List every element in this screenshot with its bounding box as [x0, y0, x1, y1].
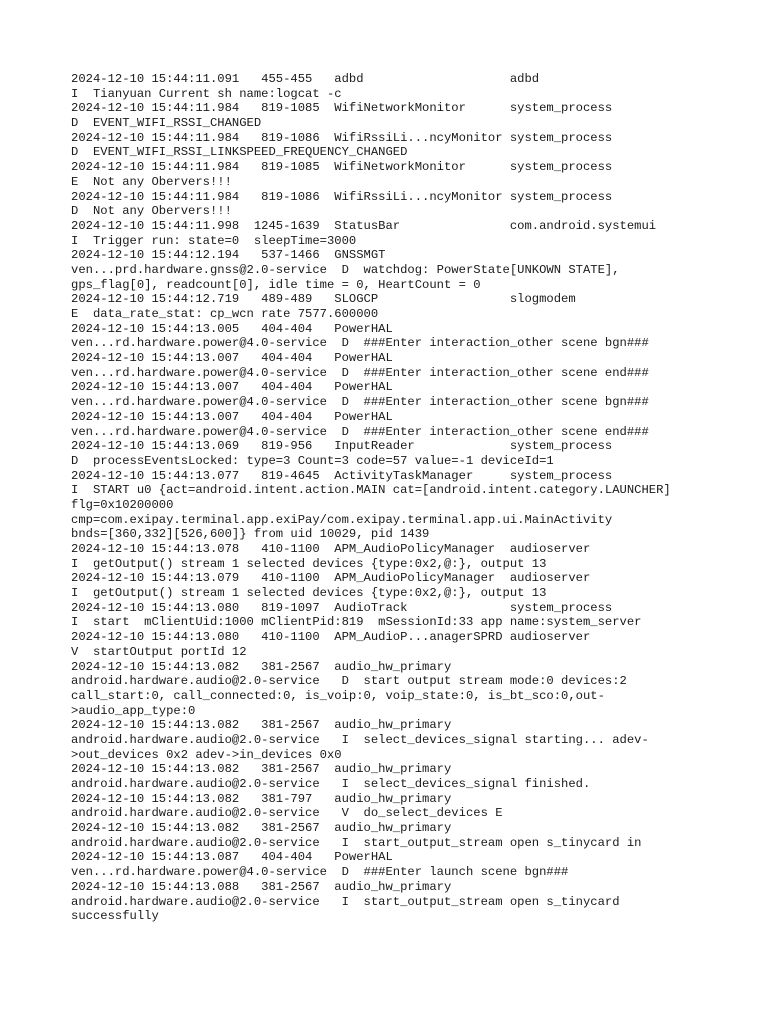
log-line: 2024-12-10 15:44:11.984 819-1086 WifiRssiLi...ncyMonitor system_process	[71, 130, 613, 145]
log-line: ven...prd.hardware.gnss@2.0-service D watchdog: PowerState[UNKOWN STATE],	[71, 262, 620, 277]
log-line: 2024-12-10 15:44:11.998 1245-1639 StatusBar com.android.systemui	[71, 218, 657, 233]
log-line: I Tianyuan Current sh name:logcat -c	[71, 86, 342, 101]
log-line: 2024-12-10 15:44:13.080 410-1100 APM_AudioP...anagerSPRD audioserver	[71, 630, 591, 645]
log-line: E Not any Obervers!!!	[71, 174, 232, 189]
log-line: 2024-12-10 15:44:13.007 404-404 PowerHAL	[71, 351, 393, 366]
log-line: I Trigger run: state=0 sleepTime=3000	[71, 233, 357, 248]
log-line: 2024-12-10 15:44:13.077 819-4645 ActivityTaskManager system_process	[71, 468, 613, 483]
log-line: D EVENT_WIFI_RSSI_LINKSPEED_FREQUENCY_CHANGED	[71, 145, 408, 160]
log-line: bnds=[360,332][526,600]} from uid 10029, pid 1439	[71, 527, 430, 542]
log-line: 2024-12-10 15:44:13.069 819-956 InputReader system_process	[71, 439, 613, 454]
log-line: android.hardware.audio@2.0-service I select_devices_signal finished.	[71, 777, 591, 791]
log-line: ven...rd.hardware.power@4.0-service D ###Enter interaction_other scene end###	[71, 424, 649, 439]
log-line: ven...rd.hardware.power@4.0-service D ###Enter interaction_other scene end###	[71, 365, 649, 380]
log-line: D processEventsLocked: type=3 Count=3 code=57 value=-1 deviceId=1	[71, 453, 554, 468]
log-line: D Not any Obervers!!!	[71, 204, 232, 219]
log-line: 2024-12-10 15:44:13.082 381-2567 audio_hw_primary	[71, 762, 452, 777]
log-line: android.hardware.audio@2.0-service I select_devices_signal starting... adev-	[71, 732, 649, 747]
log-line: 2024-12-10 15:44:11.091 455-455 adbd adbd	[71, 72, 540, 86]
log-line: ven...rd.hardware.power@4.0-service D ###Enter interaction_other scene bgn###	[71, 395, 649, 410]
log-line: I getOutput() stream 1 selected devices {type:0x2,@:}, output 13	[71, 586, 547, 601]
log-line: >out_devices 0x2 adev->in_devices 0x0	[71, 747, 342, 762]
log-line: E data_rate_stat: cp_wcn rate 7577.600000	[71, 307, 379, 321]
log-line: android.hardware.audio@2.0-service I start_output_stream open s_tinycard	[71, 894, 620, 909]
log-line: ven...rd.hardware.power@4.0-service D ###Enter interaction_other scene bgn###	[71, 336, 649, 351]
log-line: 2024-12-10 15:44:13.082 381-2567 audio_hw_primary	[71, 821, 452, 836]
log-line: 2024-12-10 15:44:13.082 381-797 audio_hw_primary	[71, 791, 452, 806]
log-line: V startOutput portId 12	[71, 644, 247, 659]
log-line: I getOutput() stream 1 selected devices {type:0x2,@:}, output 13	[71, 556, 547, 571]
log-line: D EVENT_WIFI_RSSI_CHANGED	[71, 116, 262, 131]
log-line: 2024-12-10 15:44:13.088 381-2567 audio_hw_primary	[71, 879, 452, 894]
log-line: 2024-12-10 15:44:13.078 410-1100 APM_AudioPolicyManager audioserver	[71, 542, 591, 556]
log-line: ven...rd.hardware.power@4.0-service D ###Enter launch scene bgn###	[71, 865, 569, 880]
log-line: 2024-12-10 15:44:13.080 819-1097 AudioTrack system_process	[71, 600, 613, 615]
log-line: 2024-12-10 15:44:12.194 537-1466 GNSSMGT	[71, 248, 386, 263]
log-line: 2024-12-10 15:44:13.082 381-2567 audio_hw_primary	[71, 718, 452, 733]
log-line: flg=0x10200000	[71, 497, 174, 512]
log-line: I start mClientUid:1000 mClientPid:819 mSessionId:33 app name:system_server	[71, 615, 642, 630]
log-line: gps_flag[0], readcount[0], idle time = 0, HeartCount = 0	[71, 277, 481, 292]
log-line: 2024-12-10 15:44:11.984 819-1085 WifiNetworkMonitor system_process	[71, 101, 613, 116]
log-line: 2024-12-10 15:44:11.984 819-1086 WifiRssiLi...ncyMonitor system_process	[71, 189, 613, 204]
log-line: cmp=com.exipay.terminal.app.exiPay/com.exipay.terminal.app.ui.MainActivity	[71, 512, 613, 527]
log-line: android.hardware.audio@2.0-service V do_select_devices E	[71, 806, 503, 821]
log-line: android.hardware.audio@2.0-service D start output stream mode:0 devices:2	[71, 674, 627, 689]
log-line: 2024-12-10 15:44:13.079 410-1100 APM_AudioPolicyManager audioserver	[71, 571, 591, 586]
log-line: 2024-12-10 15:44:13.007 404-404 PowerHAL	[71, 380, 393, 395]
log-line: successfully	[71, 909, 159, 924]
log-line: 2024-12-10 15:44:11.984 819-1085 WifiNetworkMonitor system_process	[71, 160, 613, 175]
log-line: 2024-12-10 15:44:13.007 404-404 PowerHAL	[71, 409, 393, 424]
log-line: 2024-12-10 15:44:12.719 489-489 SLOGCP slogmodem	[71, 292, 576, 307]
log-line: >audio_app_type:0	[71, 703, 196, 718]
log-line: call_start:0, call_connected:0, is_voip:0, voip_state:0, is_bt_sco:0,out-	[71, 688, 605, 703]
log-document	[71, 72, 751, 924]
log-line: 2024-12-10 15:44:13.082 381-2567 audio_hw_primary	[71, 659, 452, 674]
log-line: 2024-12-10 15:44:13.087 404-404 PowerHAL	[71, 850, 393, 865]
log-line: 2024-12-10 15:44:13.005 404-404 PowerHAL	[71, 321, 393, 336]
log-line: I START u0 {act=android.intent.action.MAIN cat=[android.intent.category.LAUNCHER]	[71, 483, 671, 498]
log-line: android.hardware.audio@2.0-service I start_output_stream open s_tinycard in	[71, 835, 642, 850]
